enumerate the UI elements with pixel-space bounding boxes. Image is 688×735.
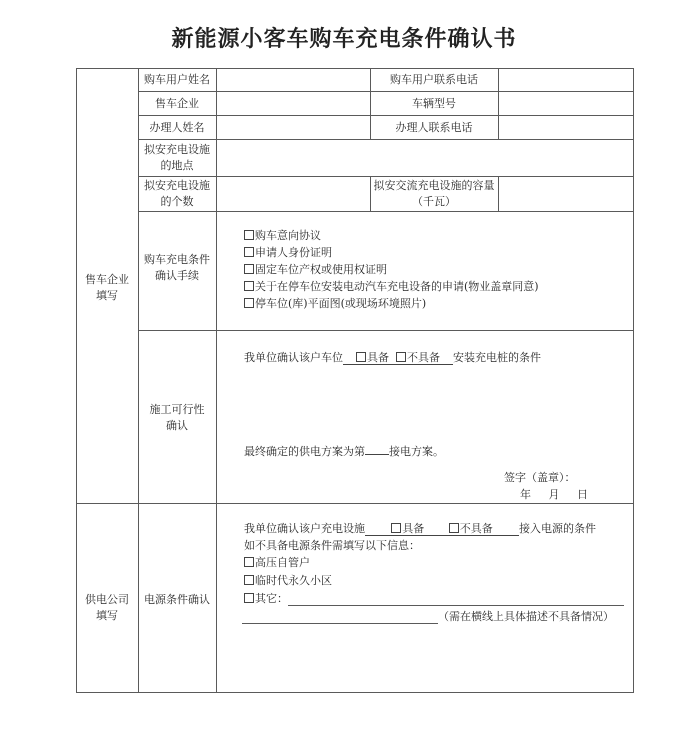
procedure-item[interactable]: 购车意向协议 — [244, 228, 321, 244]
date-line: 年 月 日 — [520, 488, 588, 501]
document-title: 新能源小客车购车充电条件确认书 — [171, 26, 517, 52]
dealer-section-line1: 售车企业 — [85, 273, 129, 286]
power-item[interactable]: 其它： — [244, 591, 288, 607]
row-sep-4 — [138, 176, 634, 177]
buyer-name-label: 购车用户姓名 — [144, 73, 210, 86]
supply-plan-statement: 最终确定的供电方案为第 接电方案。 — [244, 440, 444, 460]
checkbox-icon[interactable] — [244, 247, 254, 257]
border-right — [633, 68, 634, 693]
row-sep-1 — [138, 91, 634, 92]
other-description-line-2[interactable] — [242, 623, 438, 624]
model-label: 车辆型号 — [412, 97, 456, 110]
site-label-line1: 拟安充电设施 — [144, 143, 210, 156]
power-info-text: 如不具备电源条件需填写以下信息： — [244, 539, 420, 552]
count-label-line1: 拟安充电设施 — [144, 179, 210, 192]
feasibility-label-line2: 确认 — [166, 419, 188, 432]
procedure-item[interactable]: 固定车位产权或使用权证明 — [244, 262, 387, 278]
capacity-label-line2: （千瓦） — [412, 195, 456, 208]
row-sep-5 — [138, 211, 634, 212]
col-sep-4 — [498, 68, 499, 139]
power-section-line1: 供电公司 — [85, 593, 129, 606]
checkbox-icon[interactable] — [244, 593, 254, 603]
site-label-line2: 的地点 — [160, 159, 194, 172]
feasibility-statement: 我单位确认该户车位 具备 不具备 安装充电桩的条件 — [244, 351, 541, 364]
feasibility-label-line1: 施工可行性 — [149, 403, 205, 416]
power-item[interactable]: 临时代永久小区 — [244, 573, 332, 589]
other-description-line[interactable] — [288, 605, 624, 606]
section-sep — [76, 503, 634, 504]
checkbox-icon[interactable] — [244, 557, 254, 567]
power-statement: 我单位确认该户充电设施 具备 不具备 接入电源的条件 — [244, 522, 596, 535]
power-section-line2: 填写 — [96, 609, 118, 622]
plan-number-field[interactable] — [365, 440, 389, 455]
procedures-label-line1: 购车充电条件 — [144, 253, 210, 266]
dealer-section-line2: 填写 — [96, 289, 118, 302]
feasibility-options[interactable]: 具备 不具备 — [343, 350, 453, 365]
capacity-label-line1: 拟安交流充电设施的容量 — [373, 179, 495, 192]
agent-name-label: 办理人姓名 — [149, 121, 205, 134]
procedures-label-line2: 确认手续 — [155, 269, 199, 282]
border-bottom — [76, 692, 634, 693]
checkbox-icon[interactable] — [396, 352, 406, 362]
agent-phone-label: 办理人联系电话 — [395, 121, 473, 134]
procedure-item[interactable]: 关于在停车位安装电动汽车充电设备的申请(物业盖章同意) — [244, 279, 539, 295]
count-label-line2: 的个数 — [160, 195, 194, 208]
buyer-phone-label: 购车用户联系电话 — [390, 73, 478, 86]
confirmation-form — [76, 68, 634, 693]
signature-label: 签字（盖章）： — [504, 471, 576, 484]
power-options[interactable]: 具备 不具备 — [365, 521, 519, 536]
row-sep-3 — [138, 139, 634, 140]
checkbox-icon[interactable] — [356, 352, 366, 362]
col-sep-2 — [216, 68, 217, 693]
power-item[interactable]: 高压自管户 — [244, 555, 310, 571]
checkbox-icon[interactable] — [244, 281, 254, 291]
dealer-label: 售车企业 — [155, 97, 199, 110]
checkbox-icon[interactable] — [244, 298, 254, 308]
procedure-item[interactable]: 申请人身份证明 — [244, 245, 332, 261]
procedure-item[interactable]: 停车位(库)平面图(或现场环境照片) — [244, 296, 426, 312]
checkbox-icon[interactable] — [244, 575, 254, 585]
checkbox-icon[interactable] — [449, 523, 459, 533]
row-sep-2 — [138, 115, 634, 116]
row-sep-6 — [138, 330, 634, 331]
col-sep-6 — [498, 176, 499, 211]
checkbox-icon[interactable] — [244, 230, 254, 240]
power-condition-label: 电源条件确认 — [144, 593, 210, 606]
checkbox-icon[interactable] — [244, 264, 254, 274]
checkbox-icon[interactable] — [391, 523, 401, 533]
border-top — [76, 68, 634, 69]
description-note: （需在横线上具体描述不具备情况） — [438, 610, 614, 623]
